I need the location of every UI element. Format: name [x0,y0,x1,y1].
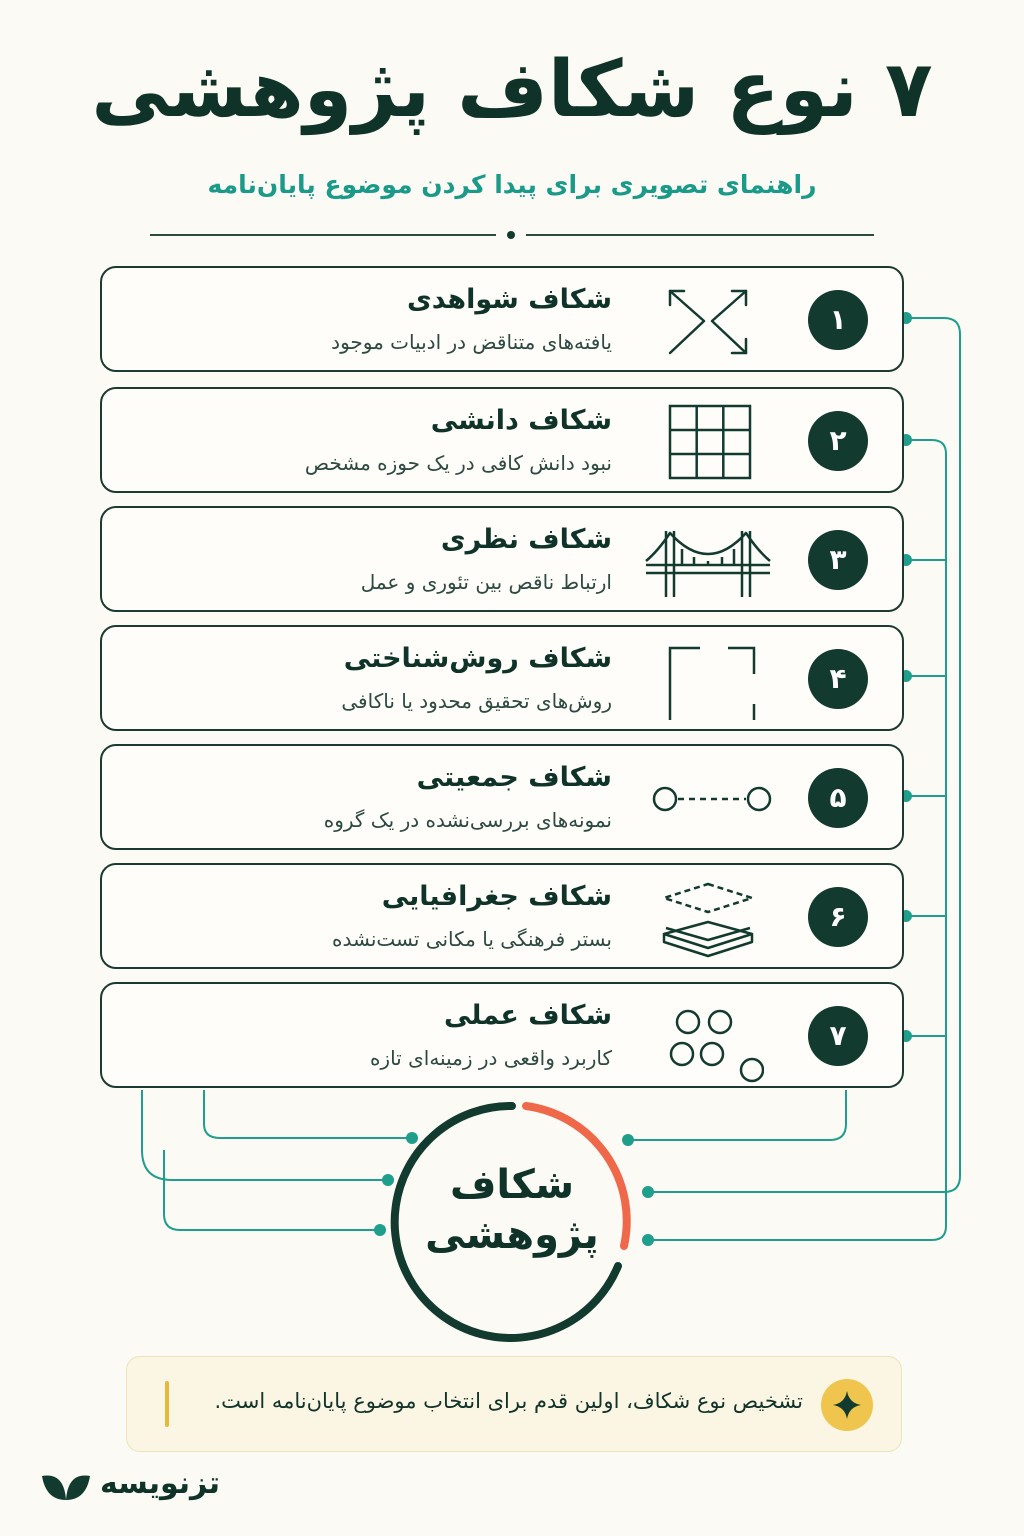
page-title: ۷ نوع شکاف پژوهشی [91,45,933,135]
gap-title: شکاف عملی [443,1000,612,1031]
gap-card-1 [100,266,904,372]
gap-card-4 [100,625,904,731]
gap-number-badge: ۷ [808,1006,868,1066]
brand [40,1466,300,1510]
gap-description: ارتباط ناقص بین تئوری و عمل [360,570,612,594]
note-accent-bar [165,1381,169,1427]
gap-card-2 [100,387,904,493]
gap-title: شکاف جمعیتی [416,762,612,793]
gap-card-7 [100,982,904,1088]
gap-description: کاربرد واقعی در زمینه‌ای تازه [369,1046,612,1070]
dotted-link-icon [642,759,772,839]
gap-number-badge: ۵ [808,768,868,828]
sparkle-icon [821,1379,873,1431]
gap-description: بستر فرهنگی یا مکانی تست‌نشده [332,927,612,951]
gap-number-badge: ۶ [808,887,868,947]
gap-number-badge: ۲ [808,411,868,471]
gap-title: شکاف دانشی [430,405,612,436]
bridge-icon [642,521,774,601]
gap-number-badge: ۳ [808,530,868,590]
center-label-line1: شکاف [449,1162,575,1208]
center-label-line2: پژوهشی [425,1212,599,1258]
page-subtitle: راهنمای تصویری برای پیدا کردن موضوع پایان‌نامه [207,170,817,199]
gap-number-badge: ۴ [808,649,868,709]
gap-title: شکاف روش‌شناختی [343,643,612,674]
gap-description: نمونه‌های بررسی‌نشده در یک گروه [323,808,612,832]
gap-title: شکاف جغرافیایی [381,881,612,912]
gap-description: یافته‌های متناقض در ادبیات موجود [331,330,612,354]
gap-description: روش‌های تحقیق محدود یا ناکافی [341,689,612,713]
grid-icon [652,402,764,482]
note-box [126,1356,902,1452]
brand-name: تزنویسه [100,1466,220,1501]
gap-title: شکاف نظری [440,524,612,555]
gap-card-5 [100,744,904,850]
connector-left-mid [164,1150,380,1230]
gap-card-3 [100,506,904,612]
center-label [386,1160,638,1260]
connector-right-bottom [628,1090,846,1140]
layers-icon [652,878,764,958]
gap-title: شکاف شواهدی [407,284,612,315]
gap-card-6 [100,863,904,969]
connector-left-inner [204,1090,412,1138]
open-frame-icon [652,640,764,720]
note-text: تشخیص نوع شکاف، اولین قدم برای انتخاب موضوع پایان‌نامه است. [214,1389,803,1413]
connector-left-outer [142,1090,388,1180]
circles-icon [652,994,764,1090]
gap-number-badge: ۱ [808,290,868,350]
leaf-logo-icon [40,1470,92,1506]
gap-description: نبود دانش کافی در یک حوزه مشخص [304,451,612,475]
crossed-arrows-icon [652,281,764,361]
